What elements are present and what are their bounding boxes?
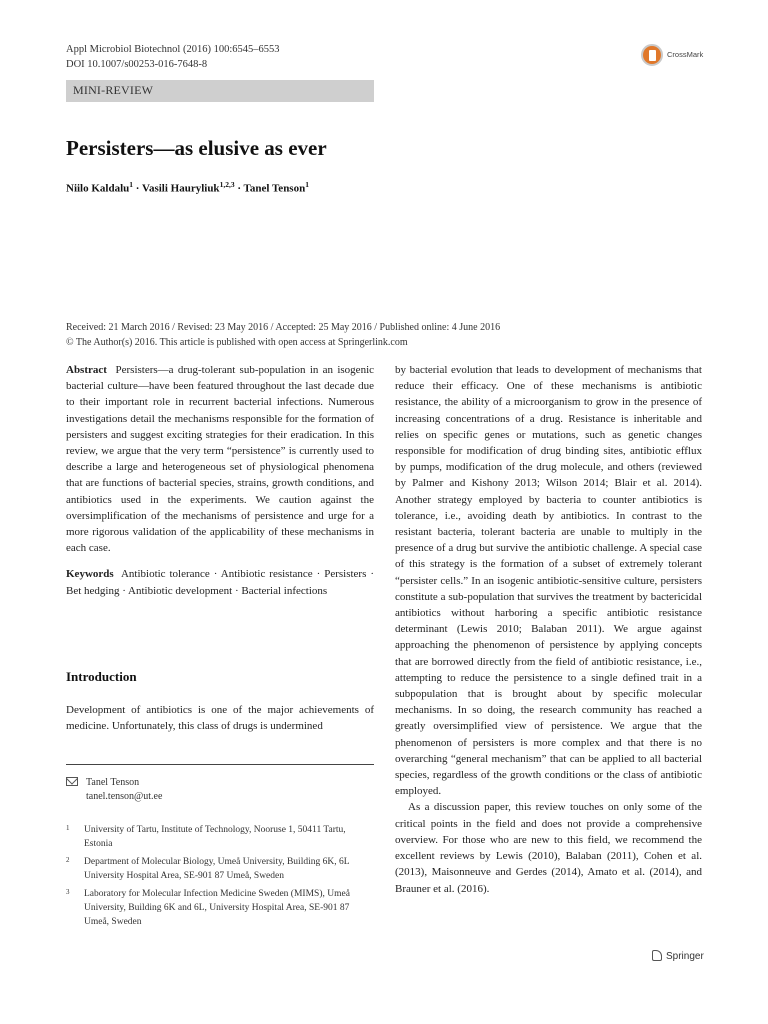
author-name[interactable]: Vasili Hauryliuk [142,182,220,195]
affiliation-text: Laboratory for Molecular Infection Medicine Sweden (MIMS), Umeå University, Building 6K and 6L, University Hospital Area, SE-901 87 Umeå, Sweden [84,889,350,927]
body-paragraph: As a discussion paper, this review touches on only some of the critical points in the field and does not provide a comprehensive overview. For those who are new to this field, we recommend the excellent reviews by Lewis (2010), Balaban (2011), Cohen et al. (2013), Maisonneuve and Gerdes (2014), Amato et al. (2014), and Brauner et al. (2016). [395,801,702,895]
publisher-footer [652,950,704,962]
contact-email[interactable]: tanel.tenson@ut.ee [86,791,163,802]
journal-header [66,42,279,72]
author-affiliation: 1 [129,180,134,189]
abstract [66,362,374,556]
affiliation-number: 2 [66,856,70,864]
body-paragraph: by bacterial evolution that leads to development of mechanisms that reduce their efficacy. One of these mechanisms is antibiotic resistance, the ability of a microorganism to grow in the presence of increasing concentrations of a drug. Resistance is inheritable and relies on specific genes or mutations, such as genetic changes responsible for modification of drug binding sites, antibiotic efflux by pumps, modification of the drug molecule, and others (reviewed by Palmer and Kishony 2013; Wilson 2014; Blair et al. 2014). Another strategy employed by bacteria to counter antibiotics is tolerance, i.e., avoiding death by antibiotics. In contrast to the resistant bacteria, tolerant bacteria are unable to multiply in the presence of a drug but survive the antibiotic challenge. A special case of this strategy is the formation of a subset of extremely tolerant “persister cells.” In an isogenic antibiotic-sensitive culture, persisters constitute a sub-population that survives the treatment by bactericidal antibiotics without harboring a specific antibiotic resistance determinant (Lewis 2010; Balaban 2011). We argue against approaching the phenomenon of persistence by applying concepts that are borrowed directly from the field of antibiotic resistance, i.e., attempting to reduce the persistence to a single defined trait in a subpopulation that is brought about by specific molecular mechanisms. In so doing, the research community has reached a greatly oversimplified view of persistence. We argue that the phenomenon of persisters is more complex and that there is no overarching “general mechanism” that can be applied to all bacterial species, regardless of the growth conditions or the class of antibiotic employed. [395,364,702,798]
publisher-name: Springer [666,951,704,962]
introduction-heading: Introduction [66,669,137,684]
affiliation-number: 3 [66,888,70,896]
author-separator: · [133,182,143,195]
author-name[interactable]: Tanel Tenson [243,182,306,195]
crossmark-icon [641,44,663,66]
keywords [66,566,374,598]
author-separator: · [234,182,244,195]
doi[interactable]: DOI 10.1007/s00253-016-7648-8 [66,59,208,70]
journal-citation: Appl Microbiol Biotechnol (2016) 100:6545–6553 [66,44,280,55]
abstract-section [66,362,374,599]
contact-name: Tanel Tenson [86,777,140,788]
affiliation-text: University of Tartu, Institute of Technology, Nooruse 1, 50411 Tartu, Estonia [84,825,346,849]
author-affiliation: 1 [305,180,309,189]
body-column-right [395,362,702,897]
keywords-label: Keywords [66,568,114,581]
mail-icon [66,777,78,786]
footnote-divider [66,764,374,765]
keywords-text: Antibiotic tolerance · Antibiotic resistance · Persisters · Bet hedging · Antibiotic development · Bacterial infections [66,568,374,597]
article-history [66,320,500,350]
crossmark-badge[interactable] [641,44,711,66]
author-name[interactable]: Niilo Kaldalu [66,182,130,195]
contact-details [86,776,162,804]
section-banner [66,80,374,102]
section-label: MINI-REVIEW [73,83,154,97]
dates-line: Received: 21 March 2016 / Revised: 23 May 2016 / Accepted: 25 May 2016 / Published online: 4 June 2016 [66,322,501,333]
affiliation-text: Department of Molecular Biology, Umeå University, Building 6K, 6L University Hospital Area, SE-901 87 Umeå, Sweden [84,857,350,881]
author-affiliation: 1,2,3 [219,180,235,189]
abstract-text: Persisters—a drug-tolerant sub-population in an isogenic bacterial culture—have been featured throughout the last decade due to their important role in recurrent bacterial infections. Numerous investigations detail the mechanisms responsible for the formation of persisters and suggest exciting strategies for their eradication. In this review, we argue that the very term “persistence” is currently used to describe a large and heterogeneous set of physiological phenomena that are functions of bacterial species, strains, growth conditions, and antibiotics used in the experiments. We caution against the oversimplification of the mechanisms of persistence and urge for a more rigorous validation of the applicability of these mechanisms in each case. [66,364,375,555]
abstract-label: Abstract [66,364,107,376]
introduction-text [66,702,374,734]
affiliation-number: 1 [66,824,70,832]
crossmark-label: CrossMark [667,50,704,59]
introduction-paragraph: Development of antibiotics is one of the major achievements of medicine. Unfortunately, this class of drugs is undermined [66,704,374,733]
copyright-line: © The Author(s) 2016. This article is published with open access at Springerlink.com [66,337,408,348]
author-list [66,180,309,195]
article-title: Persisters—as elusive as ever [66,136,327,160]
springer-horse-icon [652,950,662,961]
